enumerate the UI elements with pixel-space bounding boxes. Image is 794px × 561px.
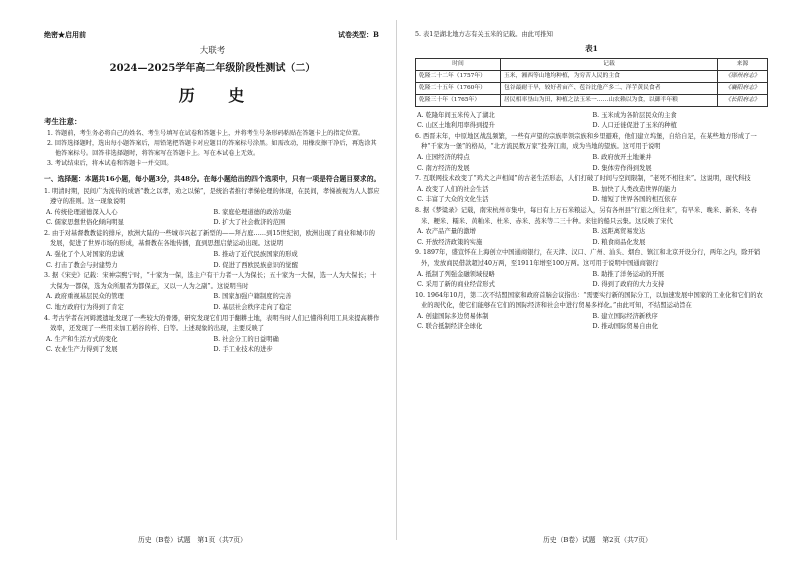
- table-cell: 玉米，湘西等山地均种植，为穷苦人民的主食: [501, 70, 718, 82]
- question-8: [415, 206, 768, 248]
- option: B. 社会分工的日益明确: [213, 335, 279, 343]
- option: B. 国家加强户籍制度的完善: [213, 293, 292, 301]
- question-stem: 10. 1964年10月，第二次不结盟国家和政府首脑会议指出：“需要实行新的国际分工，以加速发展中国家的工业化和它们的农业的现代化，使它们能够在它们的国际经济和社会中进行贸易多样化。”由此可知，不结盟运动旨在: [415, 291, 763, 310]
- table-cell: 《郧州府志》: [717, 70, 767, 82]
- option: A. 创建国际多边贸易体制: [417, 312, 489, 320]
- notice-block: [44, 116, 381, 169]
- table-header: 记载: [501, 58, 718, 70]
- question-6: [415, 132, 768, 174]
- option: C. 农业生产力得到了发展: [46, 346, 118, 354]
- option: C. 南方经济的发展: [417, 164, 470, 172]
- table-title: 表1: [585, 43, 598, 53]
- subject-title: 历 史: [178, 86, 259, 105]
- option: C. 开放经济政策的实施: [417, 238, 483, 246]
- table-cell: 《襄阳府志》: [717, 82, 767, 94]
- option: D. 促进了西欧民族意识的觉醒: [213, 261, 298, 269]
- table-row: [416, 82, 768, 94]
- option: B. 远距离贸易发达: [592, 228, 646, 236]
- option: C. 打击了教会与封建势力: [46, 261, 118, 269]
- table-header: 来源: [717, 58, 767, 70]
- question-7: [415, 174, 768, 206]
- option: D. 得到了政府的大力支持: [592, 281, 665, 289]
- table-header: 时间: [416, 58, 501, 70]
- record-table: [415, 58, 768, 107]
- option: B. 推动了近代民族国家的形成: [213, 251, 298, 259]
- page-footer: 历史（B卷）试题 第2页（共7页）: [543, 536, 652, 544]
- question-10: [415, 291, 768, 333]
- option: B. 加快了人类改造世界的能力: [592, 185, 677, 193]
- option: D. 手工业技术的进步: [213, 346, 273, 354]
- option: C. 地方政府行为得到了肯定: [46, 304, 124, 312]
- question-stem: 5. 表1是湖北地方志有关玉米的记载。由此可推知: [415, 31, 553, 38]
- option: D. 推动国际贸易自由化: [592, 323, 658, 331]
- question-9: [415, 248, 768, 290]
- option: D. 人口迁徙促进了玉米的种植: [592, 122, 677, 130]
- table-cell: 乾隆三十年（1765年）: [416, 94, 501, 106]
- notice-item: 3. 考试结束后，将本试卷和答题卡一并交回。: [47, 160, 173, 167]
- table-cell: 居民相率垦山为田，种植之法玉米一……山农赖以为食，以御半年粮: [501, 94, 718, 106]
- question-stem: 4. 考古学者在河姆渡遗址发现了一些较大的骨器，研究发现它们用于翻耕土地，表明当时人们已懂得利用工具来提高耕作效率，还发现了一些用来加工稻谷的杵、臼等。上述现象的出现，主要反映了: [44, 314, 380, 333]
- table-cell: 《长阳府志》: [717, 94, 767, 106]
- option: C. 丰富了大众的文化生活: [417, 196, 489, 204]
- option: B. 助推了洋务运动的开展: [592, 270, 665, 278]
- option: D. 扩大了社会救济的范围: [213, 219, 286, 227]
- option: A. 乾隆年间玉米传入了湖北: [417, 111, 495, 119]
- option: B. 建立国际经济新秩序: [592, 312, 658, 320]
- option: C. 儒家思想世俗化倾向明显: [46, 219, 124, 227]
- option: B. 家庭伦理道德的政治功能: [213, 208, 292, 216]
- option: A. 抵制了列强金融领域侵略: [417, 270, 495, 278]
- question-2: [44, 229, 381, 271]
- option: A. 改变了人们的社会生活: [417, 185, 489, 193]
- table-cell: 乾隆二十五年（1760年）: [416, 82, 501, 94]
- option: C. 山区土地利用率得到提升: [417, 122, 495, 130]
- secret-label: 绝密★启用前: [44, 30, 86, 39]
- question-stem: 2. 由于对基督教教徒的排斥，欧洲大陆的一些城市兴起了新型的——拜占庭……到15世纪初，欧洲出现了商业和城市的发展，促进了世界市场的形成，基督教在各地传播，直到思想启蒙运动出现。这说明: [44, 229, 375, 248]
- option: D. 粮食商品化发展: [592, 238, 646, 246]
- org-name: 大联考: [199, 46, 226, 56]
- table-row: [416, 70, 768, 82]
- question-1: [44, 187, 381, 229]
- table-cell: 乾隆二十二年（1757年）: [416, 70, 501, 82]
- option: A. 庄园经济的特点: [417, 153, 470, 161]
- question-stem: 9. 1897年，盛宣怀在上海创立中国通商银行，在天津、汉口、广州、汕头、烟台、镇江和北京开设分行，两年之内，除开销外，发放商民借款超过40万两，至1911年增至100万两。这可用于说明中国通商银行: [415, 249, 761, 267]
- table-cell: 包谷最耐干旱，较好者亩产、苞谷比他产多二、洋芋黄民食者: [501, 82, 718, 94]
- table-row: [416, 94, 768, 106]
- option: B. 政府放开土地兼并: [592, 153, 652, 161]
- notice-item: 2. 回答选择题时，选出每小题答案后，用铅笔把答题卡对应题目的答案标号涂黑。如需改动，用橡皮擦干净后，再选涂其他答案标号。回答非选择题时，将答案写在答题卡上。写在本试卷上无效。: [47, 140, 377, 157]
- question-stem: 6. 西晋末年，中原地区战乱频繁，一些有声望的宗族率领宗族和乡里避难，他们建立坞堡，自给自足，在某些地方形成了一种“千家为一堡”的格局，“北方流民数万家”投奔江南，成为当地的望族。这可用于说明: [415, 132, 757, 151]
- notice-title: 考生注意：: [44, 117, 82, 126]
- page-right: [397, 0, 794, 561]
- question-3: [44, 271, 381, 313]
- exam-title: 2024—2025学年高二年级阶段性测试（二）: [109, 63, 316, 74]
- option: A. 强化了个人对国家的忠诚: [46, 251, 124, 259]
- question-stem: 3. 据《宋史》记载：宋神宗熙宁时，“十家为一保，选主户有干力者一人为保长；五十家为一大保，选一人为大保长；十大保为一都保，选为众所服者为都保正，又以一人为之副”。这说明当时: [44, 272, 377, 290]
- notice-item: 1. 答题前，考生务必将自己的姓名、考生号填写在试卷和答题卡上，并将考生号条形码粘贴在答题卡上的指定位置。: [47, 130, 365, 137]
- exam-header: [44, 44, 381, 106]
- question-5: [415, 30, 768, 132]
- option: A. 政府重视基层民众的管理: [46, 293, 124, 301]
- option: C. 采用了新的商业经营形式: [417, 281, 495, 289]
- question-4: [44, 314, 381, 356]
- question-stem: 1. 明清时期，民间广为流传的成语“教之以孝，劝之以悌”，是统治者推行孝悌伦理的体现，在民间，孝悌被视为人人都应遵守的准则。这一现象说明: [44, 187, 380, 206]
- option: A. 农产品产量的激增: [417, 228, 476, 236]
- option: A. 生产和生活方式的变化: [46, 335, 118, 343]
- option: B. 玉米成为各阶层民众的主食: [592, 111, 677, 119]
- option: C. 联合抵制经济全球化: [417, 323, 483, 331]
- option: D. 基层社会秩序走向了稳定: [213, 304, 292, 312]
- question-stem: 8. 据《梦粱录》记载，南宋杭州市集中，每日有上万石米粮运入，另有各州县“行旅之所往来”，有早米、晚米、新米、冬舂米、粳米、糯米、黄籼米、杜米、赤米、蒸米等二三十种。来往的船只云集。这反映了宋代: [415, 206, 757, 225]
- question-stem: 7. 互联网技术改变了“鸡犬之声相闻”的古老生活形态，人们打破了时间与空间限制，“老死不相往来”。这说明，现代科技: [415, 175, 751, 183]
- paper-type-label: 试卷类型：B: [338, 30, 379, 39]
- page-footer: 历史（B卷）试题 第1页（共7页）: [138, 536, 247, 544]
- section-heading: 一、选择题：本题共16小题，每小题3分，共48分。在每小题给出的四个选项中，只有一项是符合题目要求的。: [44, 175, 381, 183]
- option: D. 集体劳作得到发展: [592, 164, 652, 172]
- option: A. 传统伦理道德深入人心: [46, 208, 118, 216]
- option: D. 缩短了世界各国的相互依存: [592, 196, 677, 204]
